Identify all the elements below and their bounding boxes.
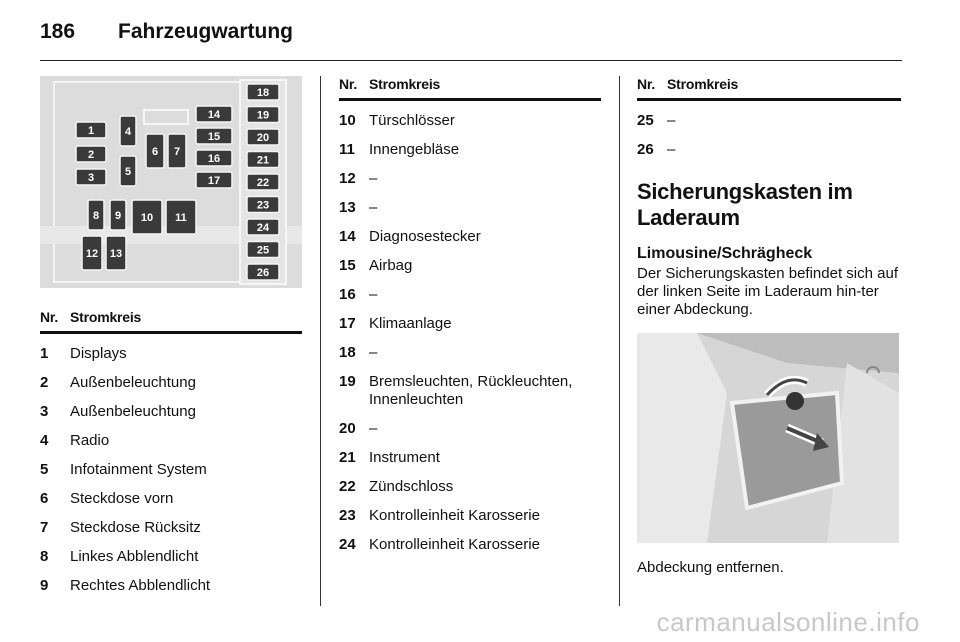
circuit-name: Türschlösser <box>369 112 455 129</box>
column-2 <box>339 76 601 554</box>
table-row <box>339 112 601 130</box>
circuit-name: – <box>667 141 676 158</box>
table-row <box>40 548 302 566</box>
circuit-name: Außenbeleuchtung <box>70 374 196 391</box>
fuse-number: 10 <box>339 112 356 129</box>
header-nr: Nr. <box>40 309 59 325</box>
fuse-label: 13 <box>109 248 123 260</box>
fuse-25 <box>247 242 279 258</box>
fuse-label: 9 <box>114 210 122 222</box>
fuse-label: 15 <box>207 131 221 143</box>
circuit-name: Innengebläse <box>369 141 460 158</box>
circuit-name: Kontrolleinheit Karosserie <box>369 507 540 524</box>
fuse-4 <box>120 116 136 146</box>
fuse-number: 9 <box>40 577 49 594</box>
circuit-name: Klimaanlage <box>369 315 452 332</box>
fuse-number: 13 <box>339 199 356 216</box>
table-row <box>339 170 601 188</box>
page-number: 186 <box>40 20 76 43</box>
header-nr: Nr. <box>339 76 358 92</box>
circuit-name: Bremsleuchten, Rückleuchten, Innenleuchten <box>369 373 573 408</box>
fuse-13 <box>106 236 126 270</box>
section-subtitle: Limousine/Schrägheck <box>637 245 813 262</box>
fuse-17 <box>196 172 232 188</box>
fuse-label: 19 <box>256 109 270 122</box>
column-3 <box>637 76 901 576</box>
fuse-number: 12 <box>339 170 356 187</box>
fuse-number: 8 <box>40 548 49 565</box>
table-row <box>339 373 601 409</box>
fuse-label: 21 <box>256 154 270 167</box>
fuse-number: 5 <box>40 461 49 478</box>
table-row <box>637 112 901 130</box>
fuse-label: 7 <box>173 146 181 158</box>
fuse-5 <box>120 156 136 186</box>
fuse-list-1 <box>40 345 302 595</box>
fuse-15 <box>196 128 232 144</box>
fuse-number: 16 <box>339 286 356 303</box>
fuse-21 <box>247 152 279 168</box>
circuit-name: Airbag <box>369 257 413 274</box>
fuse-number: 21 <box>339 449 356 466</box>
fuse-label: 16 <box>207 153 221 165</box>
fuse-label: 17 <box>207 175 221 187</box>
fuse-18 <box>247 84 279 100</box>
circuit-name: – <box>369 344 378 361</box>
fuse-9 <box>110 200 126 230</box>
table-row <box>339 257 601 275</box>
fuse-2 <box>76 146 106 162</box>
fuse-10 <box>132 200 162 234</box>
fuse-12 <box>82 236 102 270</box>
fuse-19 <box>247 107 279 123</box>
table-row <box>40 461 302 479</box>
fuse-list-3 <box>637 112 901 159</box>
fuse-26 <box>247 264 279 280</box>
circuit-name: – <box>369 286 378 303</box>
fuse-number: 15 <box>339 257 356 274</box>
circuit-name: Instrument <box>369 449 440 466</box>
circuit-name: Rechtes Abblendlicht <box>70 577 211 594</box>
table-row <box>339 420 601 438</box>
photo-caption: Abdeckung entfernen. <box>637 559 784 576</box>
circuit-name: – <box>369 199 378 216</box>
fuse-24 <box>247 219 279 235</box>
fuse-label: 23 <box>256 199 270 212</box>
fuse-list-2 <box>339 112 601 554</box>
column-divider-2 <box>619 76 620 606</box>
fuse-number: 1 <box>40 345 49 362</box>
fuse-number: 22 <box>339 478 356 495</box>
fuse-label: 25 <box>256 244 270 257</box>
circuit-name: Linkes Abblendlicht <box>70 548 199 565</box>
table-row <box>339 228 601 246</box>
table-header-1 <box>40 309 302 334</box>
header-stromkreis: Stromkreis <box>70 309 142 325</box>
fuse-6 <box>146 134 164 168</box>
circuit-name: Radio <box>70 432 110 449</box>
column-divider-1 <box>320 76 321 606</box>
table-row <box>40 374 302 392</box>
fuse-number: 4 <box>40 432 49 449</box>
table-row <box>339 315 601 333</box>
fuse-label: 3 <box>87 172 95 184</box>
table-row <box>339 449 601 467</box>
table-header-2 <box>339 76 601 101</box>
fuse-number: 23 <box>339 507 356 524</box>
table-row <box>339 199 601 217</box>
circuit-name: Diagnosestecker <box>369 228 481 245</box>
fuse-number: 2 <box>40 374 49 391</box>
fuse-label: 14 <box>207 109 221 121</box>
circuit-name: Steckdose Rücksitz <box>70 519 201 536</box>
fuse-8 <box>88 200 104 230</box>
fuse-label: 12 <box>85 248 99 260</box>
circuit-name: – <box>667 112 676 129</box>
column-1 <box>40 76 302 595</box>
fuse-label: 8 <box>92 210 100 222</box>
circuit-name: Steckdose vorn <box>70 490 174 507</box>
table-row <box>40 403 302 421</box>
header-nr: Nr. <box>637 76 656 92</box>
fuse-number: 20 <box>339 420 356 437</box>
fuse-label: 1 <box>87 125 95 137</box>
fuse-number: 7 <box>40 519 49 536</box>
fuse-3 <box>76 169 106 185</box>
table-row <box>40 577 302 595</box>
header-rule <box>40 60 902 61</box>
circuit-name: Außenbeleuchtung <box>70 403 196 420</box>
trunk-photo <box>637 333 899 543</box>
trunk-illustration <box>637 333 899 543</box>
table-row <box>339 478 601 496</box>
fuse-box-svg <box>40 76 302 288</box>
table-row <box>40 432 302 450</box>
table-row <box>339 141 601 159</box>
fuse-number: 3 <box>40 403 49 420</box>
fuse-22 <box>247 174 279 190</box>
table-row <box>339 536 601 554</box>
circuit-name: – <box>369 420 378 437</box>
table-row <box>40 345 302 363</box>
fuse-label: 22 <box>256 177 270 189</box>
page-header <box>40 16 293 48</box>
table-row <box>339 286 601 304</box>
fuse-number: 14 <box>339 228 356 245</box>
fuse-20 <box>247 129 279 145</box>
fuse-14 <box>196 106 232 122</box>
fuse-7 <box>168 134 186 168</box>
table-row <box>40 519 302 537</box>
table-row <box>40 490 302 508</box>
fuse-label: 20 <box>256 132 270 144</box>
fuse-number: 26 <box>637 141 654 158</box>
circuit-name: Kontrolleinheit Karosserie <box>369 536 540 553</box>
fuse-23 <box>247 197 279 213</box>
fuse-number: 6 <box>40 490 49 507</box>
fuse-label: 4 <box>124 126 132 138</box>
watermark: carmanualsonline.info <box>656 607 920 637</box>
fuse-label: 2 <box>87 149 95 161</box>
circuit-name: Displays <box>70 345 127 362</box>
fuse-number: 11 <box>339 141 355 158</box>
fuse-1 <box>76 122 106 138</box>
circuit-name: – <box>369 170 378 187</box>
fuse-11 <box>166 200 196 234</box>
circuit-name: Zündschloss <box>369 478 454 495</box>
fuse-label: 10 <box>140 212 154 224</box>
section-paragraph: Der Sicherungskasten befindet sich auf der linken Seite im Laderaum hin-ter einer Abdeckung. <box>637 265 898 318</box>
fuse-label: 6 <box>151 146 159 158</box>
fuse-label: 18 <box>256 87 270 99</box>
fuse-number: 24 <box>339 536 356 553</box>
section-title: Sicherungskasten im Laderaum <box>637 179 853 230</box>
page-title: Fahrzeugwartung <box>118 20 294 43</box>
circuit-name: Infotainment System <box>70 461 207 478</box>
fuse-box-diagram <box>40 76 302 288</box>
fuse-16 <box>196 150 232 166</box>
fuse-label: 11 <box>175 212 187 224</box>
table-row <box>339 344 601 362</box>
fuse-label: 24 <box>256 222 270 234</box>
fuse-number: 17 <box>339 315 356 332</box>
fuse-label: 5 <box>124 166 132 178</box>
table-header-3 <box>637 76 901 101</box>
fuse-number: 18 <box>339 344 356 361</box>
header-stromkreis: Stromkreis <box>369 76 441 92</box>
table-row <box>339 507 601 525</box>
table-row <box>637 141 901 159</box>
fuse-number: 19 <box>339 373 356 390</box>
fuse-label: 26 <box>256 267 270 279</box>
fuse-number: 25 <box>637 112 654 129</box>
header-stromkreis: Stromkreis <box>667 76 739 92</box>
